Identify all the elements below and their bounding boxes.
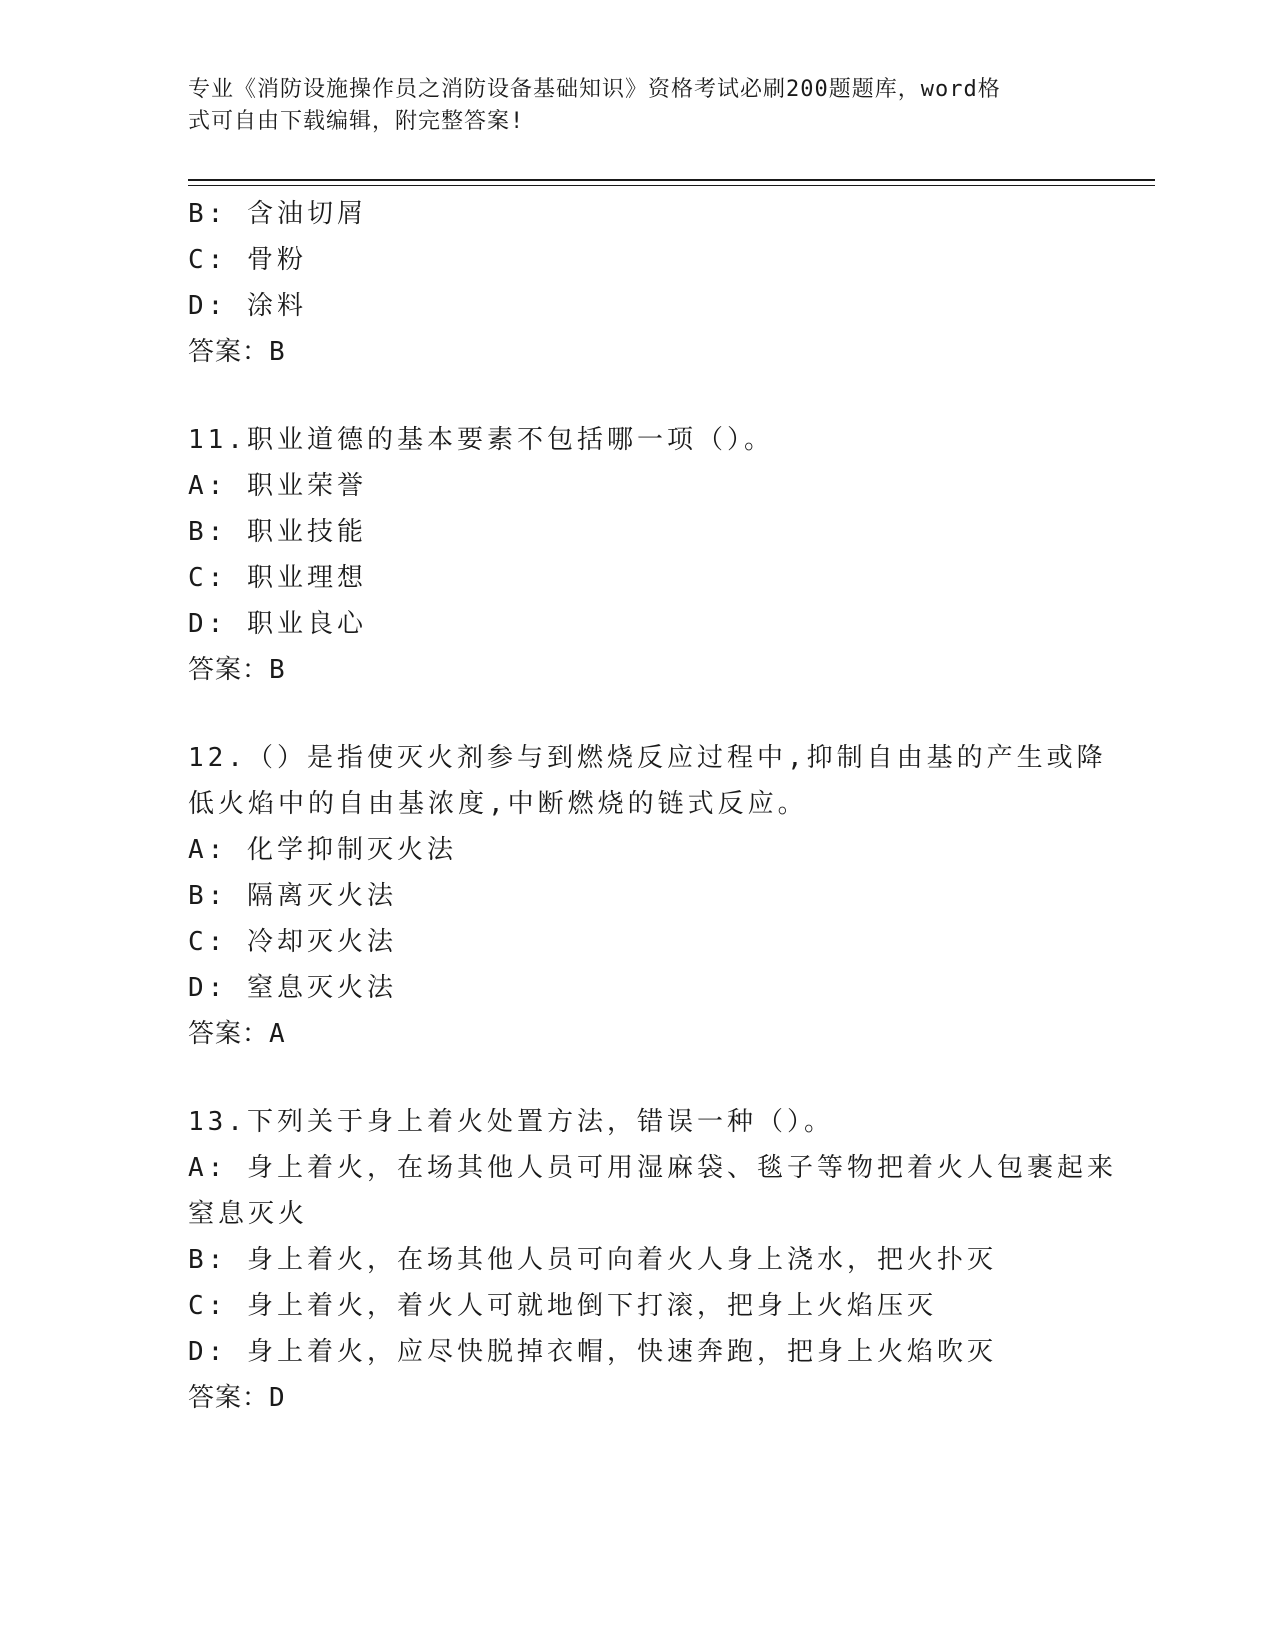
q10-option-d: D: 涂料 xyxy=(188,291,307,321)
q13-option-a-line-1: A: 身上着火，在场其他人员可用湿麻袋、毯子等物把着火人包裹起来 xyxy=(188,1153,1117,1183)
q12-answer: 答案：A xyxy=(188,1019,286,1049)
spacer xyxy=(188,693,1088,735)
q12-option-d: D: 窒息灭火法 xyxy=(188,973,397,1003)
q12-option-c: C: 冷却灭火法 xyxy=(188,927,397,957)
header-line-2: 式可自由下载编辑，附完整答案! xyxy=(188,109,525,134)
q12-stem-line-1: 12.（）是指使灭火剂参与到燃烧反应过程中,抑制自由基的产生或降 xyxy=(188,743,1107,773)
header-divider-thin xyxy=(188,185,1155,186)
spacer xyxy=(188,1057,1088,1099)
question-13-block xyxy=(188,1099,1117,1421)
q13-option-b: B: 身上着火，在场其他人员可向着火人身上浇水，把火扑灭 xyxy=(188,1245,997,1275)
spacer xyxy=(188,375,1088,417)
q13-answer: 答案：D xyxy=(188,1383,286,1413)
q12-option-a: A: 化学抑制灭火法 xyxy=(188,835,457,865)
q10-answer: 答案：B xyxy=(188,337,286,367)
q11-option-a: A: 职业荣誉 xyxy=(188,471,367,501)
q10-option-b: B: 含油切屑 xyxy=(188,199,367,229)
q11-option-c: C: 职业理想 xyxy=(188,563,367,593)
q11-option-d: D: 职业良心 xyxy=(188,609,367,639)
question-10-block xyxy=(188,191,1088,375)
q12-stem-line-2: 低火焰中的自由基浓度,中断燃烧的链式反应。 xyxy=(188,789,808,819)
header-divider-thick xyxy=(188,179,1155,181)
q13-option-c: C: 身上着火，着火人可就地倒下打滚，把身上火焰压灭 xyxy=(188,1291,937,1321)
question-11-block xyxy=(188,417,1088,693)
question-12-block xyxy=(188,735,1107,1057)
q10-option-c: C: 骨粉 xyxy=(188,245,307,275)
q12-option-b: B: 隔离灭火法 xyxy=(188,881,397,911)
question-list xyxy=(188,191,1117,1421)
q13-stem: 13.下列关于身上着火处置方法，错误一种（）。 xyxy=(188,1107,834,1137)
header-line-1: 专业《消防设施操作员之消防设备基础知识》资格考试必刷200题题库，word格 xyxy=(188,77,1001,102)
q11-option-b: B: 职业技能 xyxy=(188,517,367,547)
q11-answer: 答案：B xyxy=(188,655,286,685)
q11-stem: 11.职业道德的基本要素不包括哪一项（）。 xyxy=(188,425,774,455)
document-header xyxy=(188,74,1068,138)
q13-option-d: D: 身上着火，应尽快脱掉衣帽，快速奔跑，把身上火焰吹灭 xyxy=(188,1337,997,1367)
q13-option-a-line-2: 窒息灭火 xyxy=(188,1199,309,1229)
